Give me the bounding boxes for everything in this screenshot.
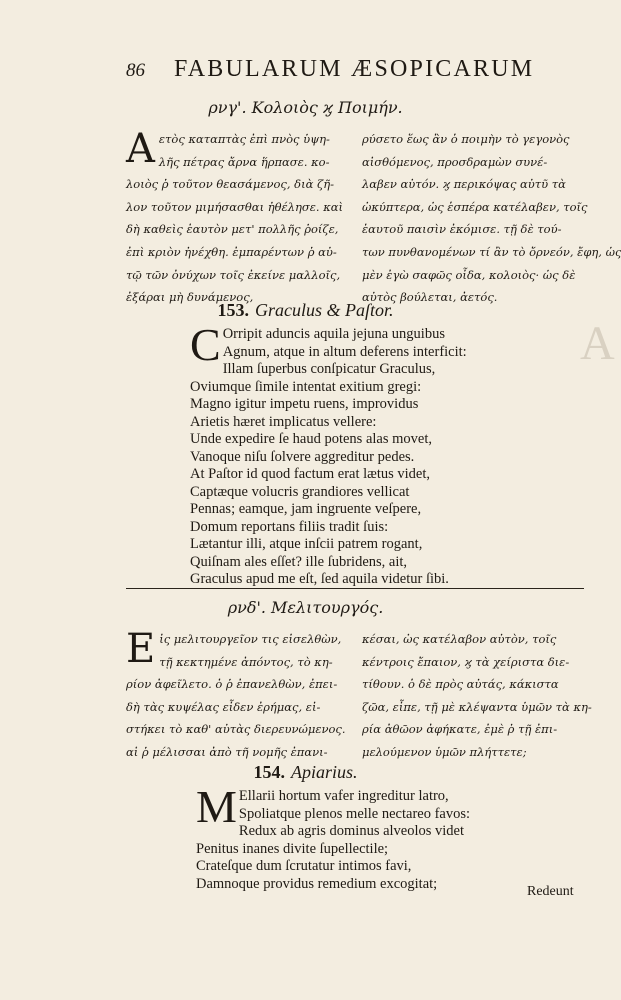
greek-line: λοιὸς ῥ τοῦτον θεασάμενος, διὰ ζῆ- [126,177,335,192]
fable-154-greek-initial: Ε [126,626,156,672]
verse-line: Penitus inanes divite ſupellectile; [196,840,389,857]
fable-153-initial: C [190,319,221,370]
greek-line: ἰς μελιτουργεῖον τις εἰσελθὼν, [159,632,342,646]
fable-154-title [0,762,611,783]
verse-line: Captæque volucris grandiores vellicat [190,483,410,500]
verse-line: Magno igitur impetu ruens, improvidus [190,396,419,412]
greek-line: δὴ τὰς κυψέλας εἶδεν ἐρήμας, εἰ- [126,699,321,714]
fable-154-verse [196,781,576,893]
greek-line: ρία ἀθῶον ἀφήκατε, ἐμὲ ῥ τῇ ἐπι- [362,722,558,737]
greek-line: ρίον ἀφεῖλετο. ὁ ῥ ἐπανελθὼν, ἐπει- [126,677,338,692]
fable-152-greek-left-column [126,128,348,309]
greek-line: λον τοῦτον μιμήσασθαι ἠθέλησε. καὶ [126,199,344,214]
fable-153-title-text: Graculus & Paſtor. [254,300,394,320]
greek-line: ζῶα, εἶπε, τῇ μὲ κλέψαντα ὑμῶν τὰ κη- [362,699,592,714]
verse-line: Graculus apud me eſt, ſed aquila videtur ſibi. [190,571,449,587]
page-number: 86 [126,60,145,81]
greek-line: κέντροις ἔπαιον, ϗ τὰ χείριστα διε- [362,654,570,669]
verse-line: Pennas; eamque, jam ingruente veſpere, [190,501,422,517]
greek-line: ἐπὶ κριὸν ἠνέχθη. ἐμπαρέντων ῥ αὐ- [126,244,337,259]
fable-153-number: 153. [217,300,249,320]
verse-line: Oviumque ſimile intentat exitium gregi: [190,378,422,395]
greek-line: στήκει τὸ καθ' αὐτὰς διερευνώμενος. [126,722,346,737]
greek-line: τῇ κεκτημένε ἀπόντος, τὸ κη- [159,654,333,669]
verse-line: Crateſque dum ſcrutatur intimos favi, [196,858,412,874]
greek-line: αἱ ῥ μέλισσαι ἀπὸ τῆ νομῆς ἐπανι- [126,744,328,759]
fable-154-greek-left-column [126,628,348,764]
verse-line: Unde expedire ſe haud potens alas movet, [190,431,432,447]
greek-line: μὲν ἐγὼ σαφῶς οἶδα, κολοιὸς· ὡς δὲ [362,267,576,282]
bleed-through-letter: A [580,317,615,370]
verse-line: Domum reportans filiis tradit ſuis: [190,518,389,535]
verse-line: Spoliatque plenos melle nectareo favos: [238,805,471,822]
greek-line: ἑαυτοῦ παισὶν ἐκόμισε. τῇ δὲ τού- [362,222,562,237]
fable-153-title [0,300,611,321]
verse-line: Illam ſuperbus conſpicatur Graculus, [222,361,436,377]
greek-line: τίθουν. ὁ δὲ πρὸς αὐτάς, κάκιστα [362,677,559,692]
greek-line: κέσαι, ὡς κατέλαβον αὐτὸν, τοῖς [362,632,557,646]
greek-line: λαβεν αὐτόν. ϗ περικόψας αὐτῦ τὰ [362,177,566,192]
verse-line: Damnoque providus remedium excogitat; [196,875,438,892]
greek-line: αἰσθόμενος, προσδραμὼν συνέ- [362,154,548,169]
fable-154-number: 154. [253,762,285,782]
fable-154-greek-right-column [362,628,592,764]
verse-line: Ellarii hortum vafer ingreditur latro, [238,788,449,804]
page-header [126,56,566,88]
fable-154-title-text: Apiarius. [290,762,358,782]
fable-152-greek-title: ρνγ'. Κολοιὸς ϗ Ποιμήν. [208,98,403,117]
verse-line: Quiſnam ales eſſet? ille ſubridens, ait, [190,553,408,570]
verse-line: Arietis hæret implicatus vellere: [190,413,377,430]
greek-line: αὐτὸς βούλεται, ἀετός. [362,290,498,305]
greek-line: τῷ τῶν ὀνύχων τοῖς ἐκείνε μαλλοῖς, [126,267,341,282]
verse-line: At Paſtor id quod factum erat lætus videt, [190,466,431,482]
verse-line: Vanoque niſu ſolvere aggreditur pedes. [190,448,415,465]
verse-line: Orripit aduncis aquila jejuna unguibus [222,326,445,342]
fable-152-greek-initial: Α [126,126,155,172]
greek-line: των πυνθανομένων τί ἂν τὸ ὄρνεόν, ἔφη, ὡς [362,244,621,259]
section-divider [126,588,584,589]
greek-line: ετὸς καταπτὰς ἐπὶ πνὸς ὑψη- [158,132,330,146]
greek-line: δὴ καθεὶς ἑαυτὸν μετ' πολλῆς ῥοίζε, [126,222,339,237]
verse-line: Redux ab agris dominus alveolos videt [238,823,465,839]
greek-line: ὠκύπτερα, ὡς ἑσπέρα κατέλαβεν, τοῖς [362,199,588,214]
fable-153-verse [190,319,570,589]
greek-line: ἐξάραι μὴ δυνάμενος, [126,290,254,305]
greek-line: λῆς πέτρας ἄρνα ἥρπασε. κο- [158,154,330,169]
verse-line: Lætantur illi, atque inſcii patrem rogant, [190,536,423,552]
greek-line: μελούμενον ὑμῶν πλήττετε; [362,744,527,759]
verse-line: Agnum, atque in altum deferens interficit: [222,343,467,360]
running-title: FABULARUM ÆSOPICARUM [174,56,535,82]
fable-152-greek-right-column [362,128,621,309]
greek-line: ρύσετο ἕως ἂν ὁ ποιμὴν τὸ γεγονὸς [362,132,570,146]
catchword: Redeunt [527,884,574,899]
fable-154-initial: M [196,781,237,832]
fable-154-greek-title: ρνδ'. Μελιτουργός. [227,598,384,617]
